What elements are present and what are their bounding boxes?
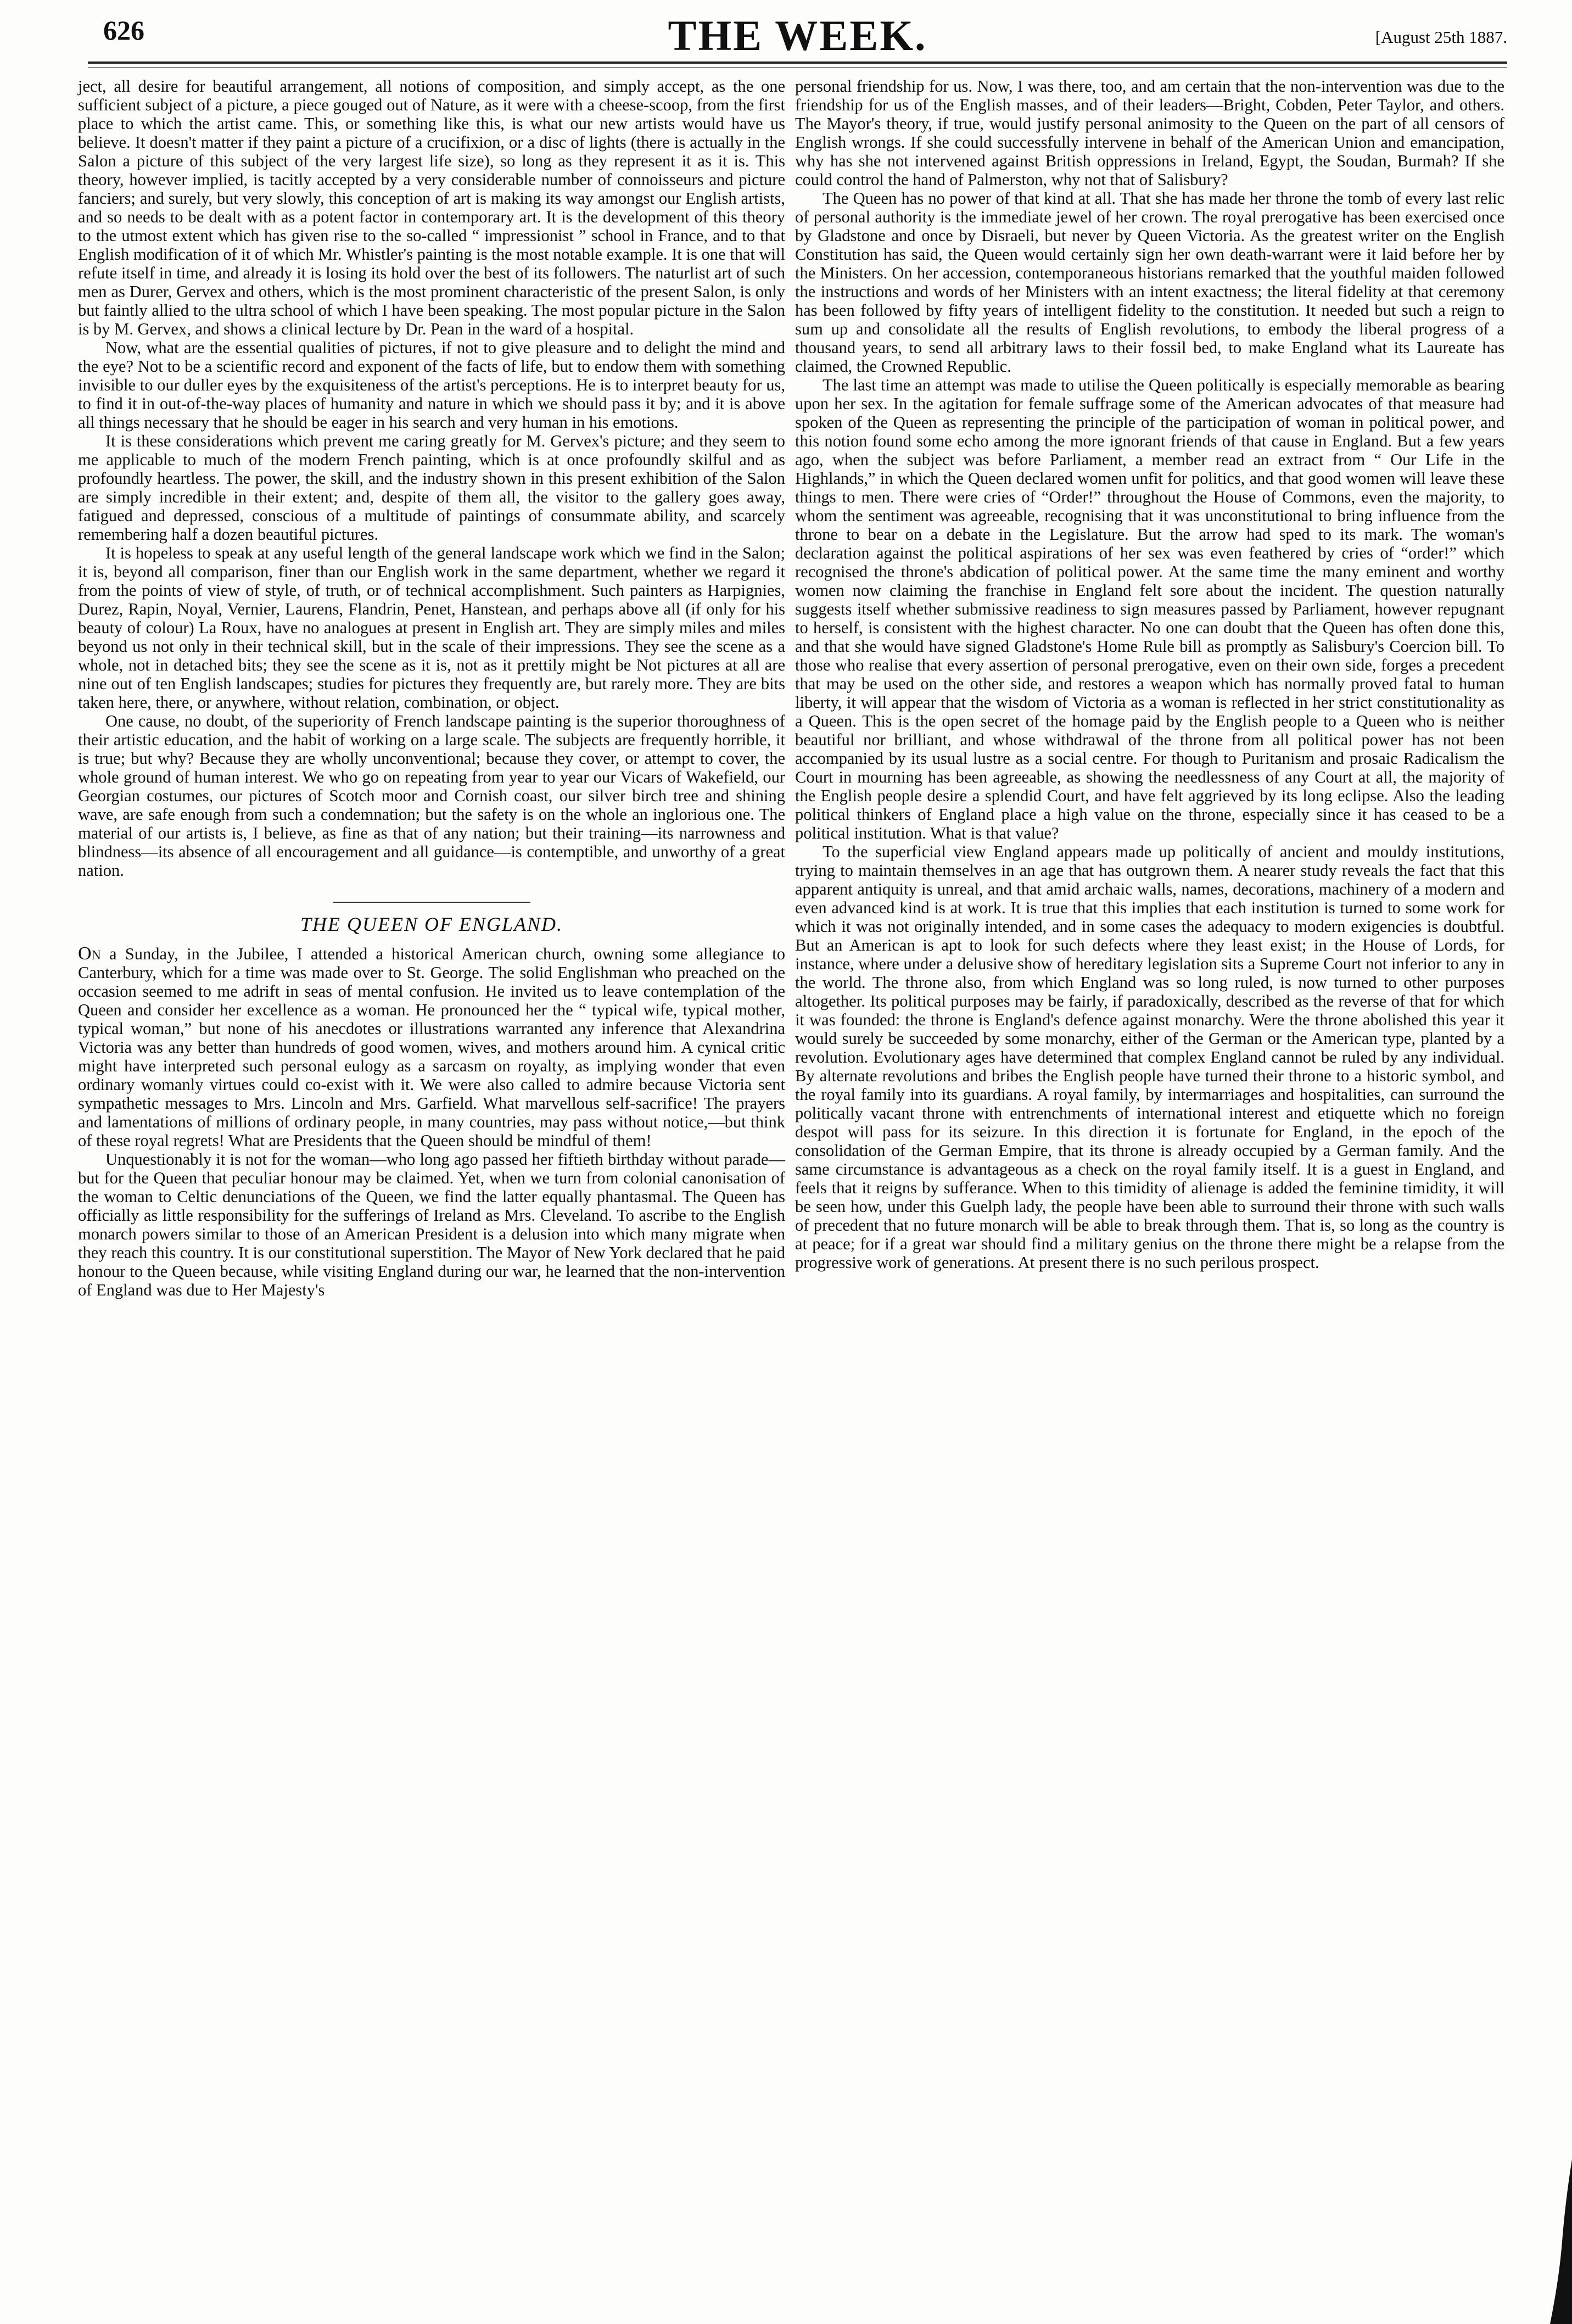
queen-paragraph: The Queen has no power of that kind at all. That she has made her throne the tomb of every last relic of personal authority is the immediate jewel of her crown. The royal prerogative has been exercised once by Gladstone and once by Disraeli, but never by Queen Victoria. As the greatest writer on the English Constitution has said, the Queen would certainly sign her own death-warrant were it laid before her by the Ministers. On her accession, contemporaneous historians remarked that the youthful maiden followed the instructions and words of her Ministers with an intent exactness; the literal fidelity at that ceremony has been followed by fifty years of intelligent fidelity to the constitution. It needed but such a reign to sum up and consolidate all the results of English revolutions, to embody the liberal progress of a thousand years, to send all arbitrary laws to their fossil bed, to make England what its Laureate has claimed, the Crowned Republic.: [795, 189, 1504, 376]
art-paragraph: ject, all desire for beautiful arrangement, all notions of composition, and simply accept, as the one sufficient subject of a picture, a piece gouged out of Nature, as it were with a cheese-scoop, from the first place to which the artist came. This, or something like this, is what our new artists would have us believe. It doesn't matter if they paint a picture of a crucifixion, or a disc of lights (there is actually in the Salon a picture of this subject of the very largest life size), so long as they represent it as it is. This theory, however implied, is tacitly accepted by a very considerable number of connoisseurs and picture fanciers; and surely, but very slowly, this conception of art is making its way amongst our English artists, and so needs to be dealt with as a potent factor in contemporary art. It is the development of this theory to the utmost extent which has given rise to the so-called “ impressionist ” school in France, and to that English modification of it of which Mr. Whistler's painting is the most notable example. It is one that will refute itself in time, and already it is losing its hold over the best of its followers. The naturlist art of such men as Durer, Gervex and others, which is the most prominent characteristic of the present Salon, is only but faintly allied to the ultra school of which I have been speaking. The most popular picture in the Salon is by M. Gervex, and shows a clinical lecture by Dr. Pean in the ward of a hospital.: [78, 77, 785, 338]
art-paragraph: Now, what are the essential qualities of pictures, if not to give pleasure and to delight the mind and the eye? Not to be a scientific record and exponent of the facts of life, but to endow them with something invisible to our duller eyes by the exquisiteness of the artist's perceptions. He is to interpret beauty for us, to find it in out-of-the-way places of humanity and nature in which we should pass it by; and it is above all things necessary that he should be eager in his search and very human in his emotions.: [78, 338, 785, 432]
opening-word: On: [78, 943, 101, 964]
left-column: [78, 77, 785, 1299]
queen-paragraph: The last time an attempt was made to utilise the Queen politically is especially memorable as bearing upon her sex. In the agitation for female suffrage some of the American advocates of that measure had spoken of the Queen as representing the principle of the participation of woman in political power, and this notion found some echo among the more ignorant friends of that cause in England. But a few years ago, when the subject was before Parliament, a member read an extract from “ Our Life in the Highlands,” in which the Queen declared women unfit for politics, and that good women will leave these things to men. There were cries of “Order!” throughout the House of Commons, even the majority, to whom the sentiment was agreeable, recognising that it was unconstitutional to bring influence from the throne to bear on a debate in the Legislature. But the arrow had sped to its mark. The woman's declaration against the political aspirations of her sex was even feathered by cries of “order!” which recognised the throne's abdication of political power. At the same time the many eminent and worthy women now claiming the franchise in England felt sore about the incident. The question naturally suggests itself whether submissive readiness to sign measures passed by Parliament, however repugnant to herself, is consistent with the highest character. No one can doubt that the Queen has often done this, and that she would have signed Gladstone's Home Rule bill as promptly as Salisbury's Coercion bill. To those who realise that every assertion of personal prerogative, even on their own side, forges a precedent that may be used on the other side, and restores a weapon which has normally proved fatal to human liberty, it will appear that the wisdom of Victoria as a woman is reflected in her strict constitutionality as a Queen. This is the open secret of the homage paid by the English people to a Queen who is neither beautiful nor brilliant, and whose withdrawal of the throne from all political power has not been accompanied by its usual lustre as a social centre. For though to Puritanism and prosaic Radicalism the Court in mourning has been agreeable, as showing the needlessness of any Court at all, the majority of the English people desire a splendid Court, and have felt aggrieved by its long eclipse. Also the leading political thinkers of England place a high value on the throne, especially since it has ceased to be a political institution. What is that value?: [795, 376, 1504, 842]
journal-title: THE WEEK.: [668, 12, 927, 59]
page-number: 626: [103, 15, 144, 46]
issue-date: [August 25th 1887.: [1375, 27, 1507, 47]
article-title: THE QUEEN OF ENGLAND.: [300, 913, 563, 935]
art-paragraph: It is these considerations which prevent me caring greatly for M. Gervex's picture; and they seem to me applicable to much of the modern French painting, which is at once profoundly skilful and as profoundly heartless. The power, the skill, and the industry shown in this present exhibition of the Salon are simply incredible in their extent; and, despite of them all, the visitor to the gallery goes away, fatigued and depressed, conscious of a multitude of paintings of consummate ability, and scarcely remembering half a dozen beautiful pictures.: [78, 432, 785, 544]
queen-paragraph: To the superficial view England appears made up politically of ancient and mouldy institutions, trying to maintain themselves in an age that has outgrown them. A nearer study reveals the fact that this apparent antiquity is unreal, and that amid archaic walls, names, decorations, machinery of a modern and even advanced kind is at work. It is true that this implies that each institution is turned to some work for which it was not originally intended, and in some cases the adequacy to modern exigencies is doubtful. But an American is apt to look for such defects where they least exist; in the House of Lords, for instance, where under a delusive show of hereditary legislation sits a Supreme Court not inferior to any in the world. The throne also, from which England was so long ruled, is now turned to other purposes altogether. Its political purposes may be fairly, if paradoxically, described as the reverse of that for which it was founded: the throne is England's defence against monarchy. Were the throne abolished this year it would surely be succeeded by some monarchy, either of the German or the American type, planted by a revolution. Evolutionary ages have determined that complex England cannot be ruled by any individual. By alternate revolutions and bribes the English people have turned their throne to a historic symbol, and the royal family into its guardians. A royal family, by intermarriages and hospitalities, can surround the politically vacant throne with entrenchments of international interest and etiquette which no foreign despot will pass for its seizure. In this direction it is fortunate for England, in the epoch of the consolidation of the German Empire, that its throne is already occupied by a German family. And the same circumstance is advantageous as a check on the royal family itself. It is a guest in England, and feels that it reigns by sufferance. When to this timidity of alienage is added the feminine timidity, it will be seen how, under this Guelph lady, the people have been able to surround their throne with such walls of precedent that no future monarch will be able to break through them. That is, so long as the country is at peace; for if a great war should find a military genius on the throne there might be a relapse from the progressive work of generations. At present there is no such perilous prospect.: [795, 842, 1504, 1272]
header-rule-thin: [88, 67, 1507, 68]
page-edge-shadow: [1517, 2159, 1572, 2324]
section-divider: [333, 902, 530, 903]
header-rule: [88, 62, 1507, 64]
page-header: [88, 0, 1507, 62]
art-paragraph: One cause, no doubt, of the superiority of French landscape painting is the superior thoroughness of their artistic education, and the habit of working on a large scale. The subjects are frequently horrible, it is true; but why? Because they are wholly unconventional; because they cover, or attempt to cover, the whole ground of human interest. We who go on repeating from year to year our Vicars of Wakefield, our Georgian costumes, our pictures of Scotch moor and Cornish coast, our silver birch tree and shining wave, are safe enough from such a condemnation; but the safety is on the whole an inglorious one. The material of our artists is, I believe, as fine as that of any nation; but their training—its narrowness and blindness—its absence of all encouragement and all guidance—is contemptible, and unworthy of a great nation.: [78, 712, 785, 880]
art-paragraph: It is hopeless to speak at any useful length of the general landscape work which we find in the Salon; it is, beyond all comparison, finer than our English work in the same department, whether we regard it from the points of view of style, of truth, or of technical accomplishment. Such painters as Harpignies, Durez, Rapin, Noyal, Vernier, Laurens, Flandrin, Penet, Hanstean, and perhaps above all (if only for his beauty of colour) La Roux, have no analogues at present in English art. They are simply miles and miles beyond us not only in their technical skill, but in the scale of their impressions. They see the scene as a whole, not in detached bits; they see the scene as it is, not as it prettily might be Not pictures at all are nine out of ten English landscapes; studies for pictures they frequently are, but rarely more. They are bits taken here, there, or anywhere, without relation, combination, or object.: [78, 544, 785, 712]
opening-text: a Sunday, in the Jubilee, I attended a historical American church, owning some allegiance to Canterbury, which for a time was made over to St. George. The solid Englishman who preached on the occasion seemed to me adrift in seas of mental confusion. He invited us to leave contemplation of the Queen and consider her excellence as a woman. He pronounced her the “ typical wife, typical mother, typical woman,” but none of his anecdotes or illustrations warranted any inference that Alexandrina Victoria was any better than hundreds of good women, wives, and mothers around him. A cynical critic might have interpreted such personal eulogy as a sarcasm on royalty, as implying wonder that even ordinary womanly virtues could co-exist with it. We were also called to admire because Victoria sent sympathetic messages to Mrs. Lincoln and Mrs. Garfield. What marvellous self-sacrifice! The prayers and lamentations of millions of ordinary people, in many countries, may pass without notice,—but think of these royal regrets! What are Presidents that the Queen should be mindful of them!: [78, 945, 785, 1150]
queen-paragraph-opening: [78, 945, 785, 1150]
right-column: [795, 77, 1504, 1272]
queen-paragraph: personal friendship for us. Now, I was there, too, and am certain that the non-intervention was due to the friendship for us of the English masses, and of their leaders—Bright, Cobden, Peter Taylor, and others. The Mayor's theory, if true, would justify personal animosity to the Queen on the part of all censors of English wrongs. If she could successfully intervene in behalf of the American Union and emancipation, why has she not intervened against British oppressions in Ireland, Egypt, the Soudan, Burmah? If she could control the hand of Palmerston, why not that of Salisbury?: [795, 77, 1504, 189]
queen-paragraph: Unquestionably it is not for the woman—who long ago passed her fiftieth birthday without parade—but for the Queen that peculiar honour may be claimed. Yet, when we turn from colonial canonisation of the woman to Celtic denunciations of the Queen, we find the latter equally phantasmal. The Queen has officially as little responsibility for the sufferings of Ireland as Mrs. Cleveland. To ascribe to the English monarch powers similar to those of an American President is a delusion into which many migrate when they reach this country. It is our constitutional superstition. The Mayor of New York declared that he paid honour to the Queen because, while visiting England during our war, he learned that the non-intervention of England was due to Her Majesty's: [78, 1150, 785, 1299]
